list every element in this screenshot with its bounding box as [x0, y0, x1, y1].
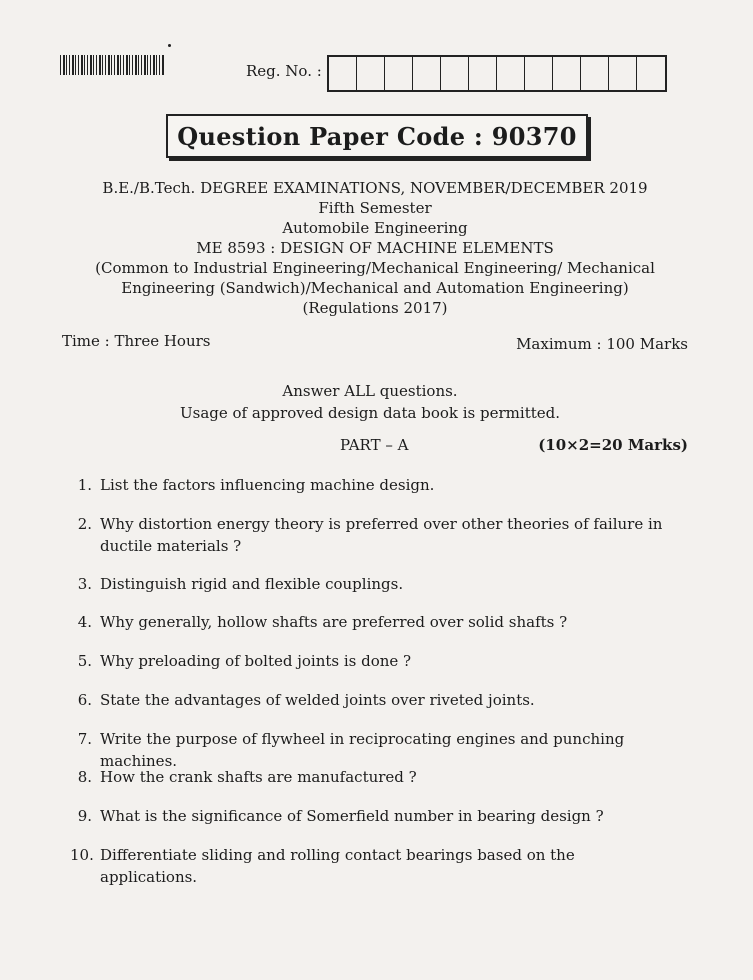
maximum-marks: Maximum : 100 Marks: [516, 335, 688, 353]
question-text: State the advantages of welded joints over riveted joints.: [100, 691, 535, 709]
question-text: How the crank shafts are manufactured ?: [100, 768, 417, 786]
reg-no-digit-box: [637, 57, 665, 90]
question-number: 10.: [70, 846, 94, 864]
reg-no-digit-box: [357, 57, 385, 90]
instruction-line-2: Usage of approved design data book is permitted.: [180, 404, 560, 422]
subject: ME 8593 : DESIGN OF MACHINE ELEMENTS: [196, 239, 554, 257]
exam-title: B.E./B.Tech. DEGREE EXAMINATIONS, NOVEMBER/DECEMBER 2019: [102, 179, 648, 197]
time-allowed: Time : Three Hours: [62, 332, 211, 350]
question-item: [70, 805, 670, 827]
question-number: 6.: [77, 691, 92, 709]
question-item: [70, 689, 670, 711]
question-item: [70, 513, 670, 557]
part-marks: (10×2=20 Marks): [538, 436, 688, 454]
semester: Fifth Semester: [318, 199, 432, 217]
question-item: [70, 650, 670, 672]
reg-no-boxes: [327, 55, 667, 92]
exam-header: [60, 178, 690, 318]
barcode-icon: [60, 55, 164, 75]
reg-no-digit-box: [385, 57, 413, 90]
reg-no-digit-box: [329, 57, 357, 90]
reg-no-digit-box: [469, 57, 497, 90]
question-number: 7.: [77, 730, 92, 748]
reg-no-digit-box: [497, 57, 525, 90]
question-number: 1.: [77, 476, 92, 494]
question-text: Write the purpose of flywheel in reciprocating engines and punching machines.: [100, 730, 625, 770]
reg-no-digit-box: [609, 57, 637, 90]
dot-mark: [168, 44, 171, 47]
question-text: Why distortion energy theory is preferred over other theories of failure in ductile materials ?: [100, 515, 663, 555]
regulations: (Regulations 2017): [302, 299, 448, 317]
question-text: Distinguish rigid and flexible couplings.: [100, 575, 404, 593]
question-item: [70, 573, 670, 595]
question-number: 3.: [77, 575, 92, 593]
question-text: Differentiate sliding and rolling contact bearings based on the applications.: [100, 846, 575, 886]
reg-no-digit-box: [441, 57, 469, 90]
question-number: 8.: [77, 768, 92, 786]
question-number: 2.: [77, 515, 92, 533]
question-number: 4.: [77, 613, 92, 631]
part-label: PART – A: [340, 436, 409, 454]
reg-no-digit-box: [413, 57, 441, 90]
reg-no-digit-box: [581, 57, 609, 90]
reg-no-label: Reg. No. :: [246, 62, 322, 80]
question-paper-code: Question Paper Code : 90370: [166, 114, 588, 158]
question-item: [70, 844, 670, 888]
question-number: 5.: [77, 652, 92, 670]
reg-no-digit-box: [525, 57, 553, 90]
instructions: [120, 380, 620, 424]
question-item: [70, 766, 670, 788]
question-item: [70, 474, 670, 496]
common-to-line-2: Engineering (Sandwich)/Mechanical and Automation Engineering): [121, 279, 629, 297]
question-text: Why preloading of bolted joints is done ?: [100, 652, 412, 670]
branch: Automobile Engineering: [282, 219, 468, 237]
question-text: What is the significance of Somerfield number in bearing design ?: [100, 807, 604, 825]
question-item: [70, 611, 670, 633]
question-number: 9.: [77, 807, 92, 825]
common-to-line-1: (Common to Industrial Engineering/Mechanical Engineering/ Mechanical: [95, 259, 655, 277]
reg-no-digit-box: [553, 57, 581, 90]
instruction-line-1: Answer ALL questions.: [282, 382, 458, 400]
question-text: List the factors influencing machine design.: [100, 476, 435, 494]
question-text: Why generally, hollow shafts are preferred over solid shafts ?: [100, 613, 568, 631]
